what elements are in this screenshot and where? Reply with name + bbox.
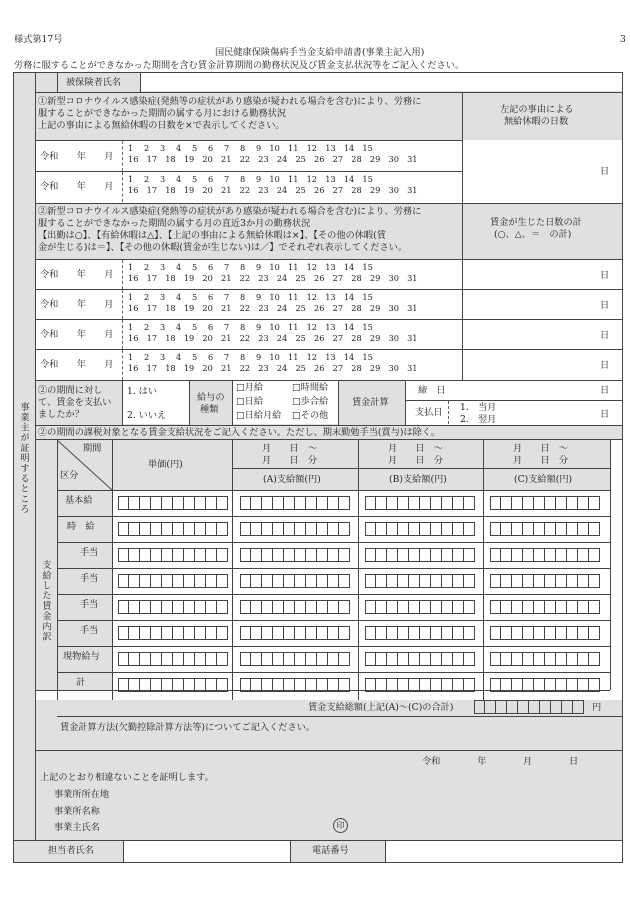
insured-name-label: 被保険者氏名 [66,77,122,88]
row-allowance3-label: 手当 [80,599,99,610]
amount-a-input-row-3[interactable] [240,548,350,562]
amount-a-input-row-4[interactable] [240,574,350,588]
contact-person-field[interactable] [124,841,289,861]
total-label: 賃金支給総額(上記(A)～(C)の合計) [308,702,454,713]
section1-day-unit: 日 [600,166,610,177]
cal4-days[interactable]: 1 2 3 4 5 6 7 8 9 10 11 12 13 14 15 16 17 18 19 20 21 22 23 24 25 26 27 28 29 30 31 [128,292,418,313]
total-unit: 円 [592,702,602,713]
calc-method-field[interactable] [58,736,618,748]
section2-line2: 服することができなかった期間の属する月の直近3か月の勤務状況 [38,218,311,229]
section1-line2: 服することができなかった期間の属する月における勤務状況 [38,108,287,119]
unit-price-input-row-7[interactable] [118,652,228,666]
amount-c-input-row-6[interactable] [490,626,600,640]
page-number: 3 [620,34,626,45]
cal5-era-label: 令和 年 月 [40,329,114,340]
cal5-day-unit: 日 [600,330,610,341]
section2-right-header-2: (○、△、＝ の計) [494,229,572,240]
cal4-era-label: 令和 年 月 [40,299,114,310]
contact-person-label: 担当者氏名 [48,845,94,856]
form-number: 様式第17号 [14,34,63,45]
total-amount-input[interactable] [474,700,584,714]
cal1-era-label: 令和 年 月 [40,151,114,162]
period-a-from[interactable]: 月 日 ～ [262,443,318,454]
section1-right-header-1: 左記の事由による [500,104,574,115]
insured-name-field[interactable] [141,73,622,91]
form-subtitle: 労務に服することができなかった期間を含む賃金計算期間の勤務状況及び賃金支払状況等をご記入ください。 [14,60,465,71]
amount-c-input-row-5[interactable] [490,600,600,614]
column-a-header: (A)支給額(円) [263,474,321,485]
paid-wage-breakdown-label: 支給した賃金内訳 [40,560,51,642]
amount-c-input-row-8[interactable] [490,678,600,692]
amount-b-input-row-6[interactable] [365,626,475,640]
phone-label: 電話番号 [312,845,349,856]
cal2-era-label: 令和 年 月 [40,181,114,192]
unit-price-label: 単価(円) [148,459,183,470]
closing-day-label: 締 日 [418,385,446,396]
wage-question-3: ましたか？ [38,409,84,420]
payday-label: 支払日 [415,407,443,418]
period-b-from[interactable]: 月 日 ～ [388,443,444,454]
amount-c-input-row-2[interactable] [490,522,600,536]
section2-line3: 【出勤は○】、【有給休暇は△】、【上記の事由による無給休暇は×】、【その他の休暇(賃 [38,230,386,241]
amount-b-input-row-4[interactable] [365,574,475,588]
amount-c-input-row-3[interactable] [490,548,600,562]
amount-a-input-row-7[interactable] [240,652,350,666]
wage-question-1: ②の期間に対し [38,385,103,396]
certification-statement: 上記のとおり相違ないことを証明します。 [40,772,214,783]
pay-type-monthly[interactable]: □月給 [236,382,264,393]
wage-no-option[interactable]: 2. いいえ [127,410,167,421]
cal1-days[interactable]: 1 2 3 4 5 6 7 8 9 10 11 12 13 14 15 16 17 18 19 20 21 22 23 24 25 26 27 28 29 30 31 [128,143,418,164]
phone-field[interactable] [386,841,622,861]
amount-c-input-row-7[interactable] [490,652,600,666]
row-basic-pay-label: 基本給 [65,495,93,506]
amount-b-input-row-7[interactable] [365,652,475,666]
amount-b-input-row-1[interactable] [365,496,475,510]
category-label: 区分 [60,470,79,481]
wage-calc-label: 賃金計算 [352,397,389,408]
unit-price-input-row-5[interactable] [118,600,228,614]
cal3-day-unit: 日 [600,270,610,281]
section2-line1: ②新型コロナウイルス感染症(発熱等の症状があり感染が疑われる場合を含む)により、労務に [38,206,422,217]
pay-type-label-1: 給与の [197,392,225,403]
certification-date[interactable]: 令和 年 月 日 [422,756,579,767]
payday-next-month[interactable]: 2. 翌月 [460,414,497,425]
period-b-to[interactable]: 月 日 分 [388,455,444,466]
amount-b-input-row-8[interactable] [365,678,475,692]
employer-name-label: 事業主氏名 [54,822,100,833]
amount-a-input-row-8[interactable] [240,678,350,692]
closing-day-unit: 日 [600,385,610,396]
wage-question-2: て、賃金を支払い [38,397,112,408]
column-b-header: (B)支給額(円) [389,474,447,485]
period-a-to[interactable]: 月 日 分 [262,455,318,466]
amount-a-input-row-1[interactable] [240,496,350,510]
column-c-header: (C)支給額(円) [514,474,573,485]
amount-a-input-row-5[interactable] [240,600,350,614]
section1-line3: 上記の事由による無給休暇の日数を×で表示してください。 [38,120,285,131]
row-allowance2-label: 手当 [80,573,99,584]
pay-type-other[interactable]: □その他 [292,410,329,421]
pay-type-label-2: 種類 [200,404,219,415]
section1-right-header-2: 無給休暇の日数 [504,116,569,127]
row-hourly-label: 時 給 [67,521,95,532]
period-label: 期間 [83,443,102,454]
unit-price-input-row-2[interactable] [118,522,228,536]
section2-line4: 金が生じる)は＝】、【その他の休暇(賃金が生じない)は／】でそれぞれ表示してください。 [38,242,408,253]
cal6-era-label: 令和 年 月 [40,359,114,370]
form-title: 国民健康保険傷病手当金支給申請書(事業主記入用) [215,47,425,58]
calc-method-label: 賃金計算方法(欠勤控除計算方法等)についてご記入ください。 [60,722,316,733]
cal3-days[interactable]: 1 2 3 4 5 6 7 8 9 10 11 12 13 14 15 16 17 18 19 20 21 22 23 24 25 26 27 28 29 30 31 [128,262,418,283]
unit-price-input-row-4[interactable] [118,574,228,588]
office-address-label: 事業所所在地 [54,789,110,800]
cal4-day-unit: 日 [600,300,610,311]
seal-mark: 印 [333,818,348,833]
amount-b-input-row-3[interactable] [365,548,475,562]
row-in-kind-label: 現物給与 [63,651,100,662]
pay-type-daily-monthly[interactable]: □日給月給 [236,410,282,421]
row-total-label: 計 [76,677,86,688]
pay-type-hourly[interactable]: □時間給 [292,382,329,393]
payday-this-month[interactable]: 1. 当月 [460,402,497,413]
section1-line1: ①新型コロナウイルス感染症(発熱等の症状があり感染が疑われる場合を含む)により、労務に [38,96,422,107]
office-name-label: 事業所名称 [54,806,100,817]
unit-price-input-row-6[interactable] [118,626,228,640]
cal3-era-label: 令和 年 月 [40,269,114,280]
cal2-days[interactable]: 1 2 3 4 5 6 7 8 9 10 11 12 13 14 15 16 17 18 19 20 21 22 23 24 25 26 27 28 29 30 31 [128,174,418,195]
cal5-days[interactable]: 1 2 3 4 5 6 7 8 9 10 11 12 13 14 15 16 17 18 19 20 21 22 23 24 25 26 27 28 29 30 31 [128,322,418,343]
amount-a-input-row-6[interactable] [240,626,350,640]
employer-certifies-label: 事業主が証明するところ [18,402,29,515]
row-allowance1-label: 手当 [80,547,99,558]
pay-type-daily[interactable]: □日給 [236,396,264,407]
section3-text: ②の期間の課税対象となる賃金支給状況をご記入ください。ただし、期末勤勉手当(賞与)は除く。 [38,427,441,438]
amount-c-input-row-4[interactable] [490,574,600,588]
amount-a-input-row-2[interactable] [240,522,350,536]
section2-right-header-1: 賃金が生じた日数の計 [490,217,582,228]
row-allowance4-label: 手当 [80,625,99,636]
amount-b-input-row-2[interactable] [365,522,475,536]
period-c-to[interactable]: 月 日 分 [513,455,569,466]
unit-price-input-row-1[interactable] [118,496,228,510]
cal6-day-unit: 日 [600,360,610,371]
period-c-from[interactable]: 月 日 ～ [513,443,569,454]
cal6-days[interactable]: 1 2 3 4 5 6 7 8 9 10 11 12 13 14 15 16 17 18 19 20 21 22 23 24 25 26 27 28 29 30 31 [128,352,418,373]
unit-price-input-row-8[interactable] [118,678,228,692]
payday-unit: 日 [600,409,610,420]
wage-yes-option[interactable]: 1. はい [127,386,158,397]
unit-price-input-row-3[interactable] [118,548,228,562]
pay-type-commission[interactable]: □歩合給 [292,396,329,407]
amount-c-input-row-1[interactable] [490,496,600,510]
amount-b-input-row-5[interactable] [365,600,475,614]
